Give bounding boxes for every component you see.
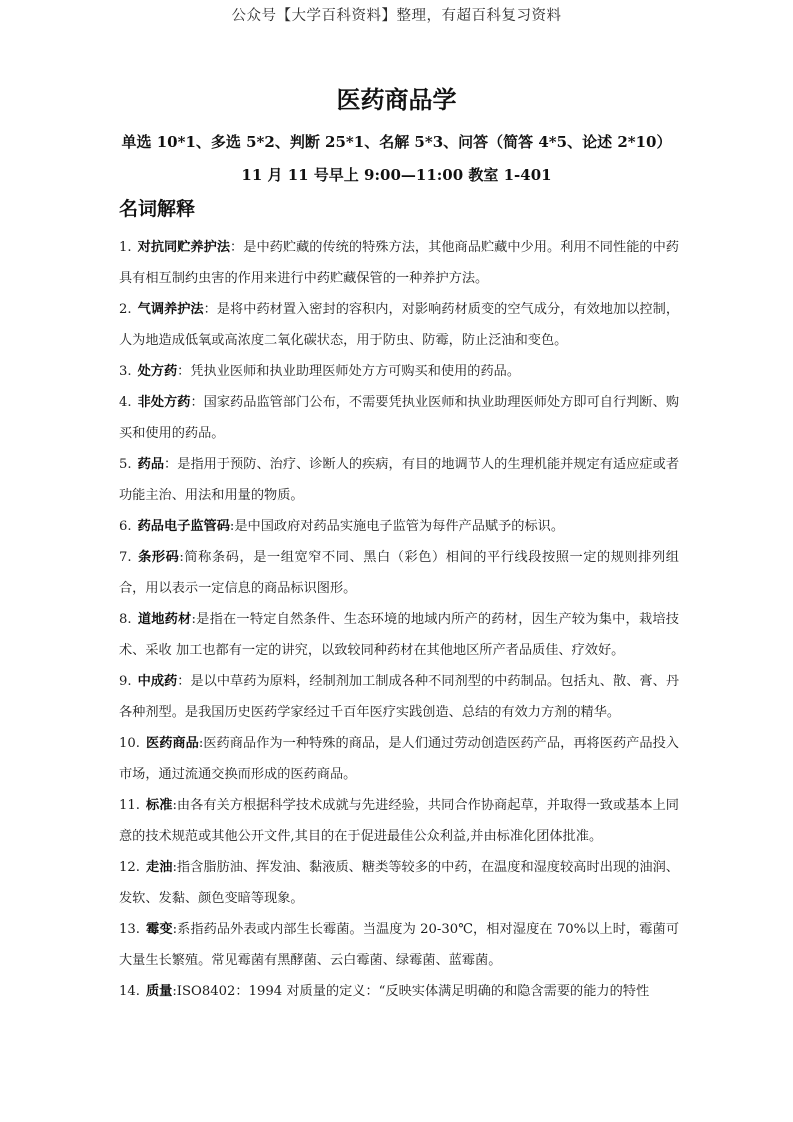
term-definition: :简称条码，是一组宽窄不同、黑白（彩色）相间的平行线段按照一定的规则排列组合，用以表示一定信息的商品标识图形。 [119, 550, 679, 596]
term-definition: ：是中药贮藏的传统的特殊方法，其他商品贮藏中少用。利用不同性能的中药具有相互制约虫害的作用来进行中药贮藏保管的一种养护方法。 [119, 240, 679, 286]
term-definition: :是指在一特定自然条件、生态环境的地域内所产的药材，因生产较为集中，栽培技术、采收 加工也都有一定的讲究，以致较同种药材在其他地区所产者品质佳、疗效好。 [119, 612, 679, 658]
exam-time-line: 11 月 11 号早上 9:00—11:00 教室 1-401 [241, 166, 552, 184]
term-item [119, 728, 679, 790]
term-number: 8. [119, 612, 132, 627]
term-number: 4. [119, 395, 132, 410]
term-definition: :ISO8402：1994 对质量的定义：“反映实体满足明确的和隐含需要的能力的特性 [172, 984, 650, 999]
term-definition: :系指药品外表或内部生长霉菌。当温度为 20-30℃，相对湿度在 70%以上时，霉菌可大量生长繁殖。常见霉菌有黑酵菌、云白霉菌、绿霉菌、蓝霉菌。 [119, 922, 680, 968]
term-name: 气调养护法 [137, 302, 204, 317]
term-number: 11. [119, 798, 140, 813]
term-item [119, 387, 679, 449]
term-name: 医药商品 [145, 736, 199, 751]
term-item [119, 511, 679, 542]
term-item [119, 604, 679, 666]
term-definition: ：是指用于预防、治疗、诊断人的疾病，有目的地调节人的生理机能并规定有适应症或者功能主治、用法和用量的物质。 [119, 457, 680, 503]
term-item [119, 914, 679, 976]
term-item [119, 356, 679, 387]
term-number: 10. [119, 736, 140, 751]
document-title: 医药商品学 [336, 85, 457, 114]
term-number: 7. [119, 550, 132, 565]
term-definition-list [119, 232, 679, 1007]
term-name: 对抗同贮养护法 [137, 240, 231, 255]
term-item [119, 852, 679, 914]
term-number: 12. [119, 860, 140, 875]
term-name: 条形码 [137, 550, 180, 565]
term-name: 道地药材 [137, 612, 192, 627]
term-name: 走油 [145, 860, 173, 875]
term-item [119, 976, 679, 1007]
term-definition: :指含脂肪油、挥发油、黏液质、糖类等较多的中药，在温度和湿度较高时出现的油润、发软、发黏、颜色变暗等现象。 [119, 860, 679, 906]
term-item [119, 542, 679, 604]
page-header-note: 公众号【大学百科资料】整理，有超百科复习资料 [231, 8, 562, 24]
term-name: 质量 [145, 984, 173, 999]
term-name: 标准 [145, 798, 173, 813]
term-number: 9. [119, 674, 132, 689]
term-definition: :是中国政府对药品实施电子监管为每件产品赋予的标识。 [229, 519, 565, 534]
exam-format-line: 单选 10*1、多选 5*2、判断 25*1、名解 5*3、问答（简答 4*5、论述 2*10） [121, 133, 672, 151]
term-name: 处方药 [137, 364, 178, 379]
term-item [119, 294, 679, 356]
term-number: 5. [119, 457, 132, 472]
section-heading-term-definitions: 名词解释 [119, 198, 196, 220]
term-number: 1. [119, 240, 132, 255]
term-definition: ：是将中药材置入密封的容积内，对影响药材质变的空气成分，有效地加以控制，人为地造成低氧或高浓度二氧化碳状态，用于防虫、防霉，防止泛油和变色。 [119, 302, 680, 348]
term-item [119, 232, 679, 294]
term-definition: :医药商品作为一种特殊的商品，是人们通过劳动创造医药产品，再将医药产品投入市场，通过流通交换而形成的医药商品。 [119, 736, 679, 782]
term-definition: ：是以中草药为原料，经制剂加工制成各种不同剂型的中药制品。包括丸、散、膏、丹各种剂型。是我国历史医药学家经过千百年医疗实践创造、总结的有效力方剂的精华。 [119, 674, 680, 720]
term-item [119, 449, 679, 511]
term-number: 13. [119, 922, 140, 937]
term-item [119, 666, 679, 728]
term-definition: ：国家药品监管部门公布，不需要凭执业医师和执业助理医师处方即可自行判断、购买和使用的药品。 [119, 395, 680, 441]
term-number: 3. [119, 364, 132, 379]
term-number: 6. [119, 519, 132, 534]
term-item [119, 790, 679, 852]
term-number: 14. [119, 984, 140, 999]
term-definition: :由各有关方根据科学技术成就与先进经验，共同合作协商起草，并取得一致或基本上同意的技术规范或其他公开文件,其目的在于促进最佳公众利益,并由标准化团体批准。 [119, 798, 679, 844]
term-number: 2. [119, 302, 132, 317]
term-name: 中成药 [137, 674, 178, 689]
term-name: 药品 [137, 457, 165, 472]
term-name: 非处方药 [137, 395, 191, 410]
term-definition: ：凭执业医师和执业助理医师处方方可购买和使用的药品。 [177, 364, 521, 379]
term-name: 霉变 [145, 922, 173, 937]
term-name: 药品电子监管码 [137, 519, 230, 534]
